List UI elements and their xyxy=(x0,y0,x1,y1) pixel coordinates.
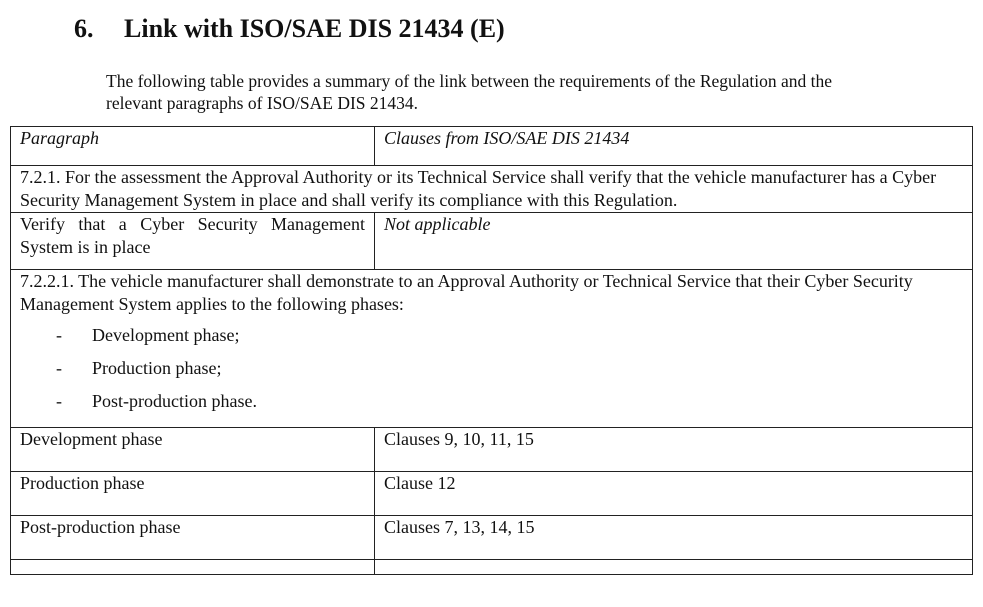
list-bullet: - xyxy=(56,358,62,378)
table-row xyxy=(11,428,973,472)
list-item-text: Production phase; xyxy=(92,358,222,378)
table-row xyxy=(11,166,973,213)
clauses-cell: Clauses 9, 10, 11, 15 xyxy=(375,428,973,472)
requirement-text: 7.2.2.1. The vehicle manufacturer shall demonstrate to an Approval Authority or Technical Service that their Cyber Security Management System applies to the following phases: xyxy=(20,271,913,314)
list-item-text: Post-production phase. xyxy=(92,391,257,411)
clauses-cell: Clause 12 xyxy=(375,472,973,516)
header-clauses: Clauses from ISO/SAE DIS 21434 xyxy=(375,127,973,166)
paragraph-cell: Development phase xyxy=(11,428,375,472)
table-row-continuation xyxy=(11,560,973,575)
header-paragraph: Paragraph xyxy=(11,127,375,166)
list-item xyxy=(20,390,963,423)
intro-paragraph: The following table provides a summary of the link between the requirements of the Regulation and the relevant paragraphs of ISO/SAE DIS 21434. xyxy=(106,71,833,113)
list-item-text: Development phase; xyxy=(92,325,240,345)
table-row xyxy=(11,213,973,270)
clauses-cell: Not applicable xyxy=(375,213,973,270)
phase-list xyxy=(20,324,963,423)
clauses-cell: Clauses 7, 13, 14, 15 xyxy=(375,516,973,560)
requirement-text: 7.2.1. For the assessment the Approval Authority or its Technical Service shall verify that the vehicle manufacturer has a Cyber Security Management System in place and shall verify its compliance with this Regulation. xyxy=(11,166,973,213)
paragraph-cell: Production phase xyxy=(11,472,375,516)
table-row xyxy=(11,472,973,516)
requirement-cell xyxy=(11,270,973,428)
table-header-row xyxy=(11,127,973,166)
list-item xyxy=(20,357,963,390)
list-bullet: - xyxy=(56,391,62,411)
list-bullet: - xyxy=(56,325,62,345)
section-number: 6. xyxy=(74,14,94,43)
table-row xyxy=(11,516,973,560)
paragraph-cell: Post-production phase xyxy=(11,516,375,560)
paragraph-cell: Verify that a Cyber Security Management System is in place xyxy=(11,213,375,270)
link-table xyxy=(10,126,973,575)
continuation-cell xyxy=(375,560,973,575)
table-row xyxy=(11,270,973,428)
section-title: Link with ISO/SAE DIS 21434 (E) xyxy=(124,14,505,43)
continuation-cell xyxy=(11,560,375,575)
section-heading xyxy=(74,14,505,44)
list-item xyxy=(20,324,963,357)
